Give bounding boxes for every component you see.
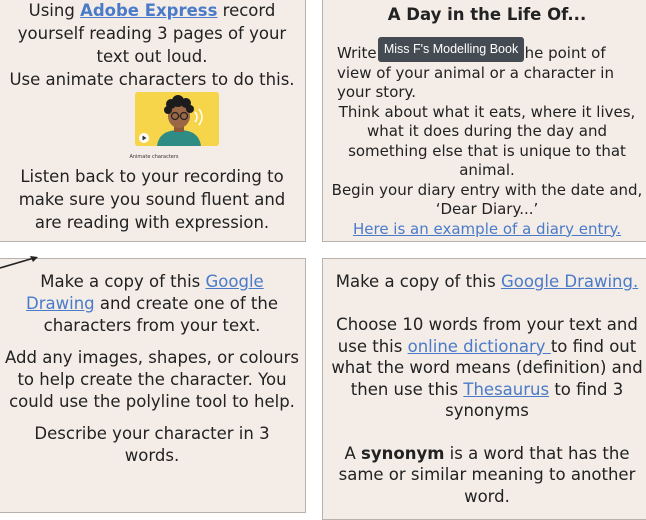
card4-synonym-b: is a word that has the same or similar meaning to another word. (338, 443, 636, 506)
card2-write-text-2: he point of view of your animal or a character in your story. (337, 44, 614, 101)
synonym-term: synonym (361, 443, 445, 463)
character-illustration (135, 92, 219, 146)
card3-intro-text: Make a copy of this (40, 272, 206, 291)
card1-listen-text: Listen back to your recording to make sure you sound fluent and are reading with expression. (18, 167, 286, 232)
card2-diary-text: Begin your diary entry with the date and, ‘Dear Diary...’ (331, 180, 643, 218)
card2-body (323, 44, 646, 239)
card1-intro-text-2: record yourself reading 3 pages of your text out loud. (17, 1, 287, 66)
card3-intro (0, 259, 305, 337)
card1-intro (0, 0, 305, 68)
card2-write-text: Write (337, 44, 377, 62)
card4-intro-text: Make a copy of this (335, 272, 501, 291)
google-drawing-link-1[interactable]: Google Drawing (26, 272, 264, 313)
animate-characters-thumbnail[interactable] (135, 92, 219, 146)
google-drawing-link-2[interactable]: Google Drawing. (500, 272, 639, 291)
tooltip-modelling-book: Miss F's Modelling Book (378, 37, 524, 62)
adobe-express-link[interactable]: Adobe Express (80, 1, 218, 20)
card1-intro-text: Using (28, 1, 81, 20)
thumbnail-caption: Animate characters (129, 154, 179, 160)
card3-describe-text: Describe your character in 3 words. (34, 424, 270, 465)
card4-choose-a: Choose 10 words from your text and use this (336, 315, 638, 356)
card3-images-text: Add any images, shapes, or colours to help create the character. You could use the polyline tool to help. (5, 348, 299, 411)
card2-think-text: Think about what it eats, where it lives, what it does during the day and something else that is unique to that animal. (338, 102, 636, 179)
card4-synonym-text (323, 422, 646, 508)
card4-choose-c: to find 3 synonyms (445, 379, 624, 420)
online-dictionary-link[interactable]: online dictionary (407, 336, 551, 356)
card4-synonym-a: A (344, 443, 362, 463)
thesaurus-link[interactable]: Thesaurus (463, 379, 550, 399)
card2-title: A Day in the Life Of... (387, 5, 587, 24)
card-google-drawing-character (0, 258, 306, 513)
card4-choose-text (323, 293, 646, 422)
diary-example-link[interactable]: Here is an example of a diary entry. (352, 219, 622, 238)
card3-intro-text-2: and create one of the characters from your text. (43, 294, 278, 335)
card-dictionary-thesaurus (322, 258, 646, 520)
arrow-shape (0, 255, 40, 271)
card1-instruction: Use animate characters to do this. (9, 70, 295, 89)
card4-intro (323, 259, 646, 293)
card4-choose-b: to find out what the word means (definition) and then use this (331, 336, 643, 399)
